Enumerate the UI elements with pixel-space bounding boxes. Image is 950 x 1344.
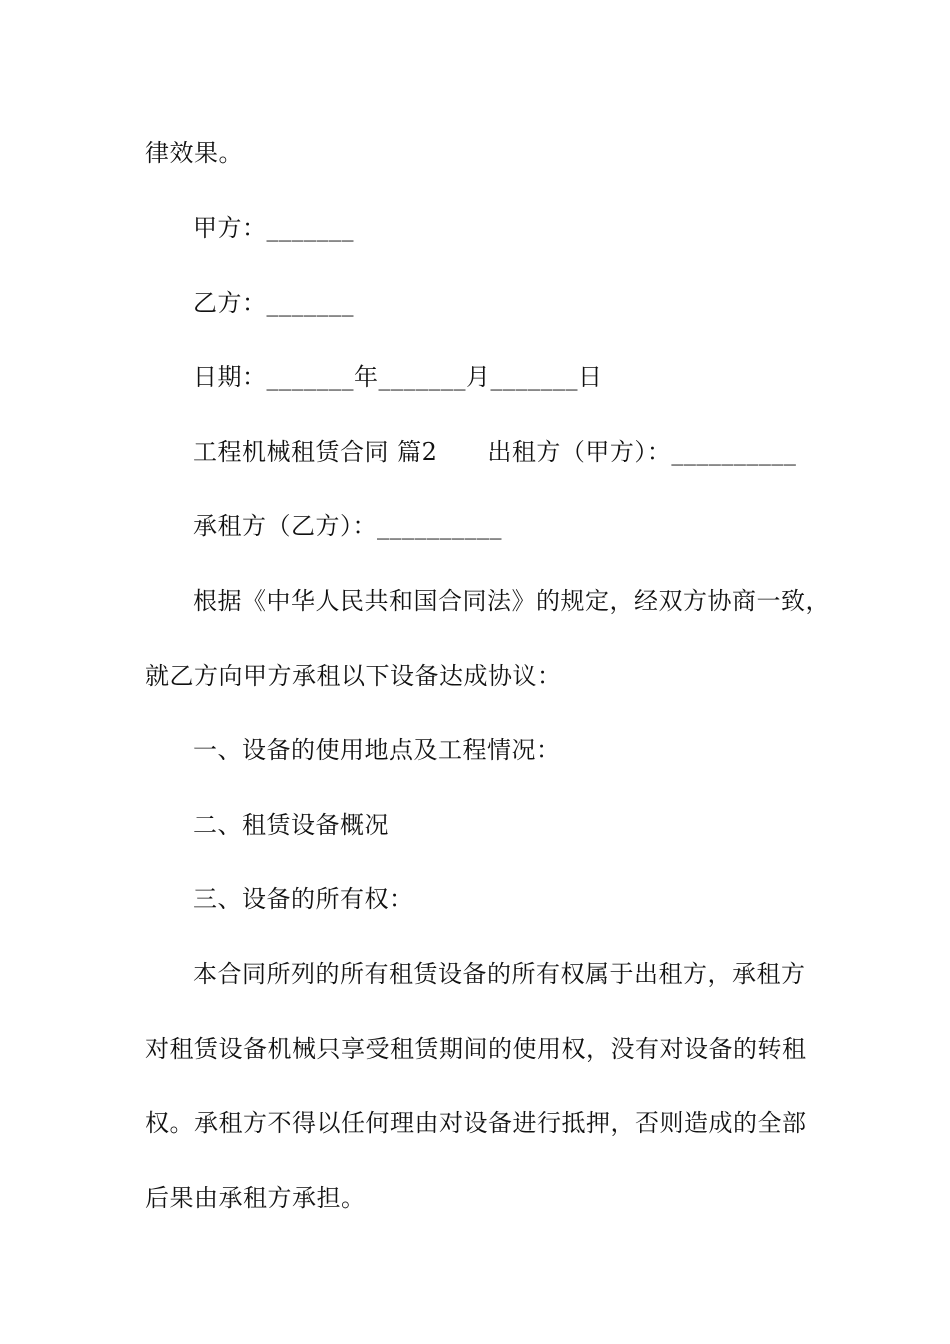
section-heading: 三、设备的所有权：: [193, 885, 414, 913]
section-heading: 二、租赁设备概况: [193, 811, 389, 839]
contract-heading-line: [193, 436, 796, 468]
paragraph-line: 根据《中华人民共和国合同法》的规定，经双方协商一致，: [193, 587, 830, 615]
date-line: 日期：_______年_______月_______日: [193, 363, 603, 391]
paragraph-line: 就乙方向甲方承租以下设备达成协议：: [145, 662, 562, 690]
contract-title: 工程机械租赁合同 篇2: [193, 438, 438, 466]
lessor-field: 出租方（甲方）：__________: [487, 438, 797, 466]
text-line: 律效果。: [145, 139, 243, 167]
paragraph-line: 本合同所列的所有租赁设备的所有权属于出租方，承租方: [193, 960, 806, 988]
party-a-signature-line: 甲方：_______: [193, 214, 354, 242]
paragraph-line: 对租赁设备机械只享受租赁期间的使用权，没有对设备的转租: [145, 1035, 807, 1063]
section-heading: 一、设备的使用地点及工程情况：: [193, 736, 561, 764]
paragraph-line: 权。承租方不得以任何理由对设备进行抵押，否则造成的全部: [145, 1109, 807, 1137]
lessee-field: 承租方（乙方）：__________: [193, 512, 502, 540]
paragraph-line: 后果由承租方承担。: [145, 1184, 366, 1212]
party-b-signature-line: 乙方：_______: [193, 289, 354, 317]
